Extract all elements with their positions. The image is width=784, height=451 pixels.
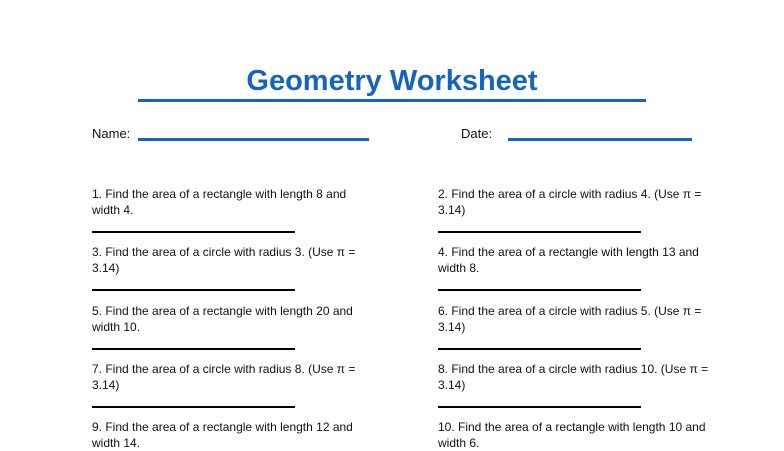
- question-10: 10. Find the area of a rectangle with length 10 and width 6.: [438, 420, 706, 450]
- date-label: Date:: [461, 126, 493, 141]
- question-9: 9. Find the area of a rectangle with length 12 and width 14.: [92, 420, 353, 450]
- question-2: 2. Find the area of a circle with radius 4. (Use π = 3.14): [438, 187, 702, 217]
- question-6: 6. Find the area of a circle with radius 5. (Use π = 3.14): [438, 304, 702, 334]
- answer-line-8[interactable]: [438, 406, 641, 408]
- answer-line-5[interactable]: [92, 348, 295, 350]
- answer-line-2[interactable]: [438, 231, 641, 233]
- question-7: 7. Find the area of a circle with radius 8. (Use π = 3.14): [92, 362, 356, 392]
- question-3: 3. Find the area of a circle with radius 3. (Use π = 3.14): [92, 245, 356, 275]
- page-title: Geometry Worksheet: [246, 65, 538, 97]
- question-1: 1. Find the area of a rectangle with length 8 and width 4.: [92, 187, 347, 217]
- question-5: 5. Find the area of a rectangle with length 20 and width 10.: [92, 304, 353, 334]
- answer-line-4[interactable]: [438, 289, 641, 291]
- name-field-line[interactable]: [138, 138, 369, 141]
- answer-line-1[interactable]: [92, 231, 295, 233]
- question-4: 4. Find the area of a rectangle with length 13 and width 8.: [438, 245, 699, 275]
- question-8: 8. Find the area of a circle with radius 10. (Use π = 3.14): [438, 362, 709, 392]
- answer-line-6[interactable]: [438, 348, 641, 350]
- answer-line-3[interactable]: [92, 289, 295, 291]
- answer-line-7[interactable]: [92, 406, 295, 408]
- date-field-line[interactable]: [508, 138, 692, 141]
- name-label: Name:: [92, 126, 131, 141]
- title-underline: [138, 99, 646, 102]
